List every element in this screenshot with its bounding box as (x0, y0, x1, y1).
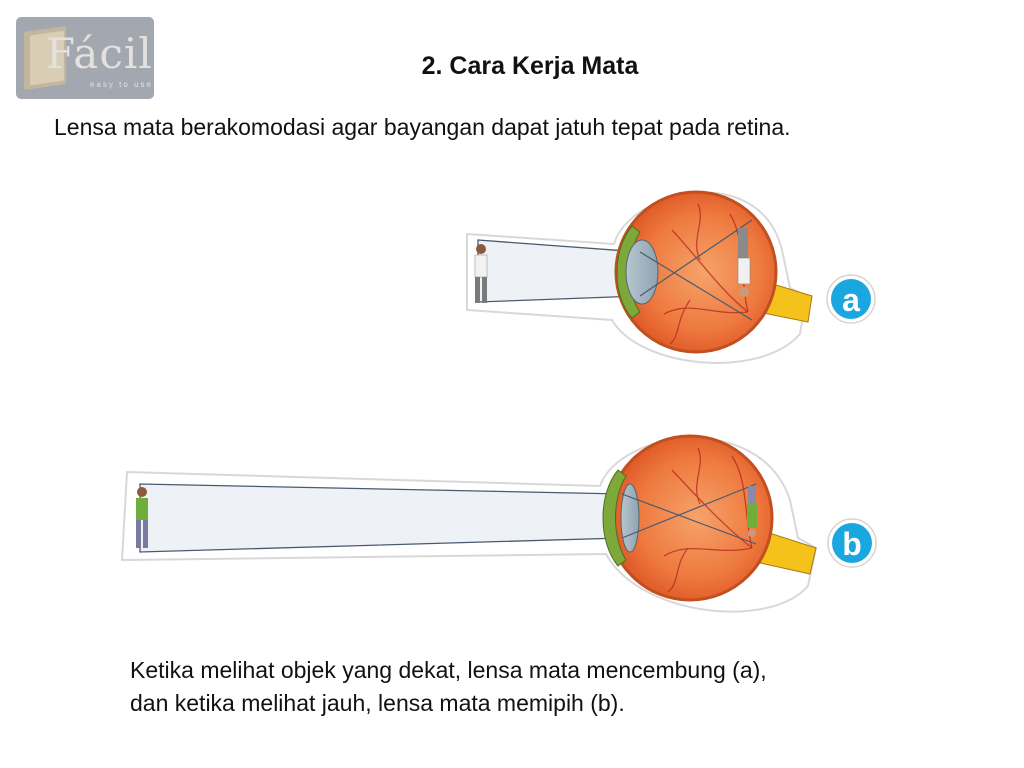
caption-line-2: dan ketika melihat jauh, lensa mata memipih (b). (130, 690, 625, 716)
badge-a (827, 275, 875, 323)
badge-b-label: b (842, 526, 862, 562)
badge-a-label: a (842, 282, 860, 318)
eye-diagram-a (467, 192, 875, 363)
logo-tagline: easy to use (90, 80, 153, 89)
slide-caption (130, 654, 767, 720)
slide-title: 2. Cara Kerja Mata (421, 52, 639, 80)
slide-subtitle: Lensa mata berakomodasi agar bayangan dapat jatuh tepat pada retina. (54, 114, 791, 140)
eye-diagram-b (122, 436, 876, 612)
logo-word: Fácil (46, 29, 153, 78)
caption-line-1: Ketika melihat objek yang dekat, lensa mata mencembung (a), (130, 657, 767, 683)
badge-b (828, 519, 876, 567)
